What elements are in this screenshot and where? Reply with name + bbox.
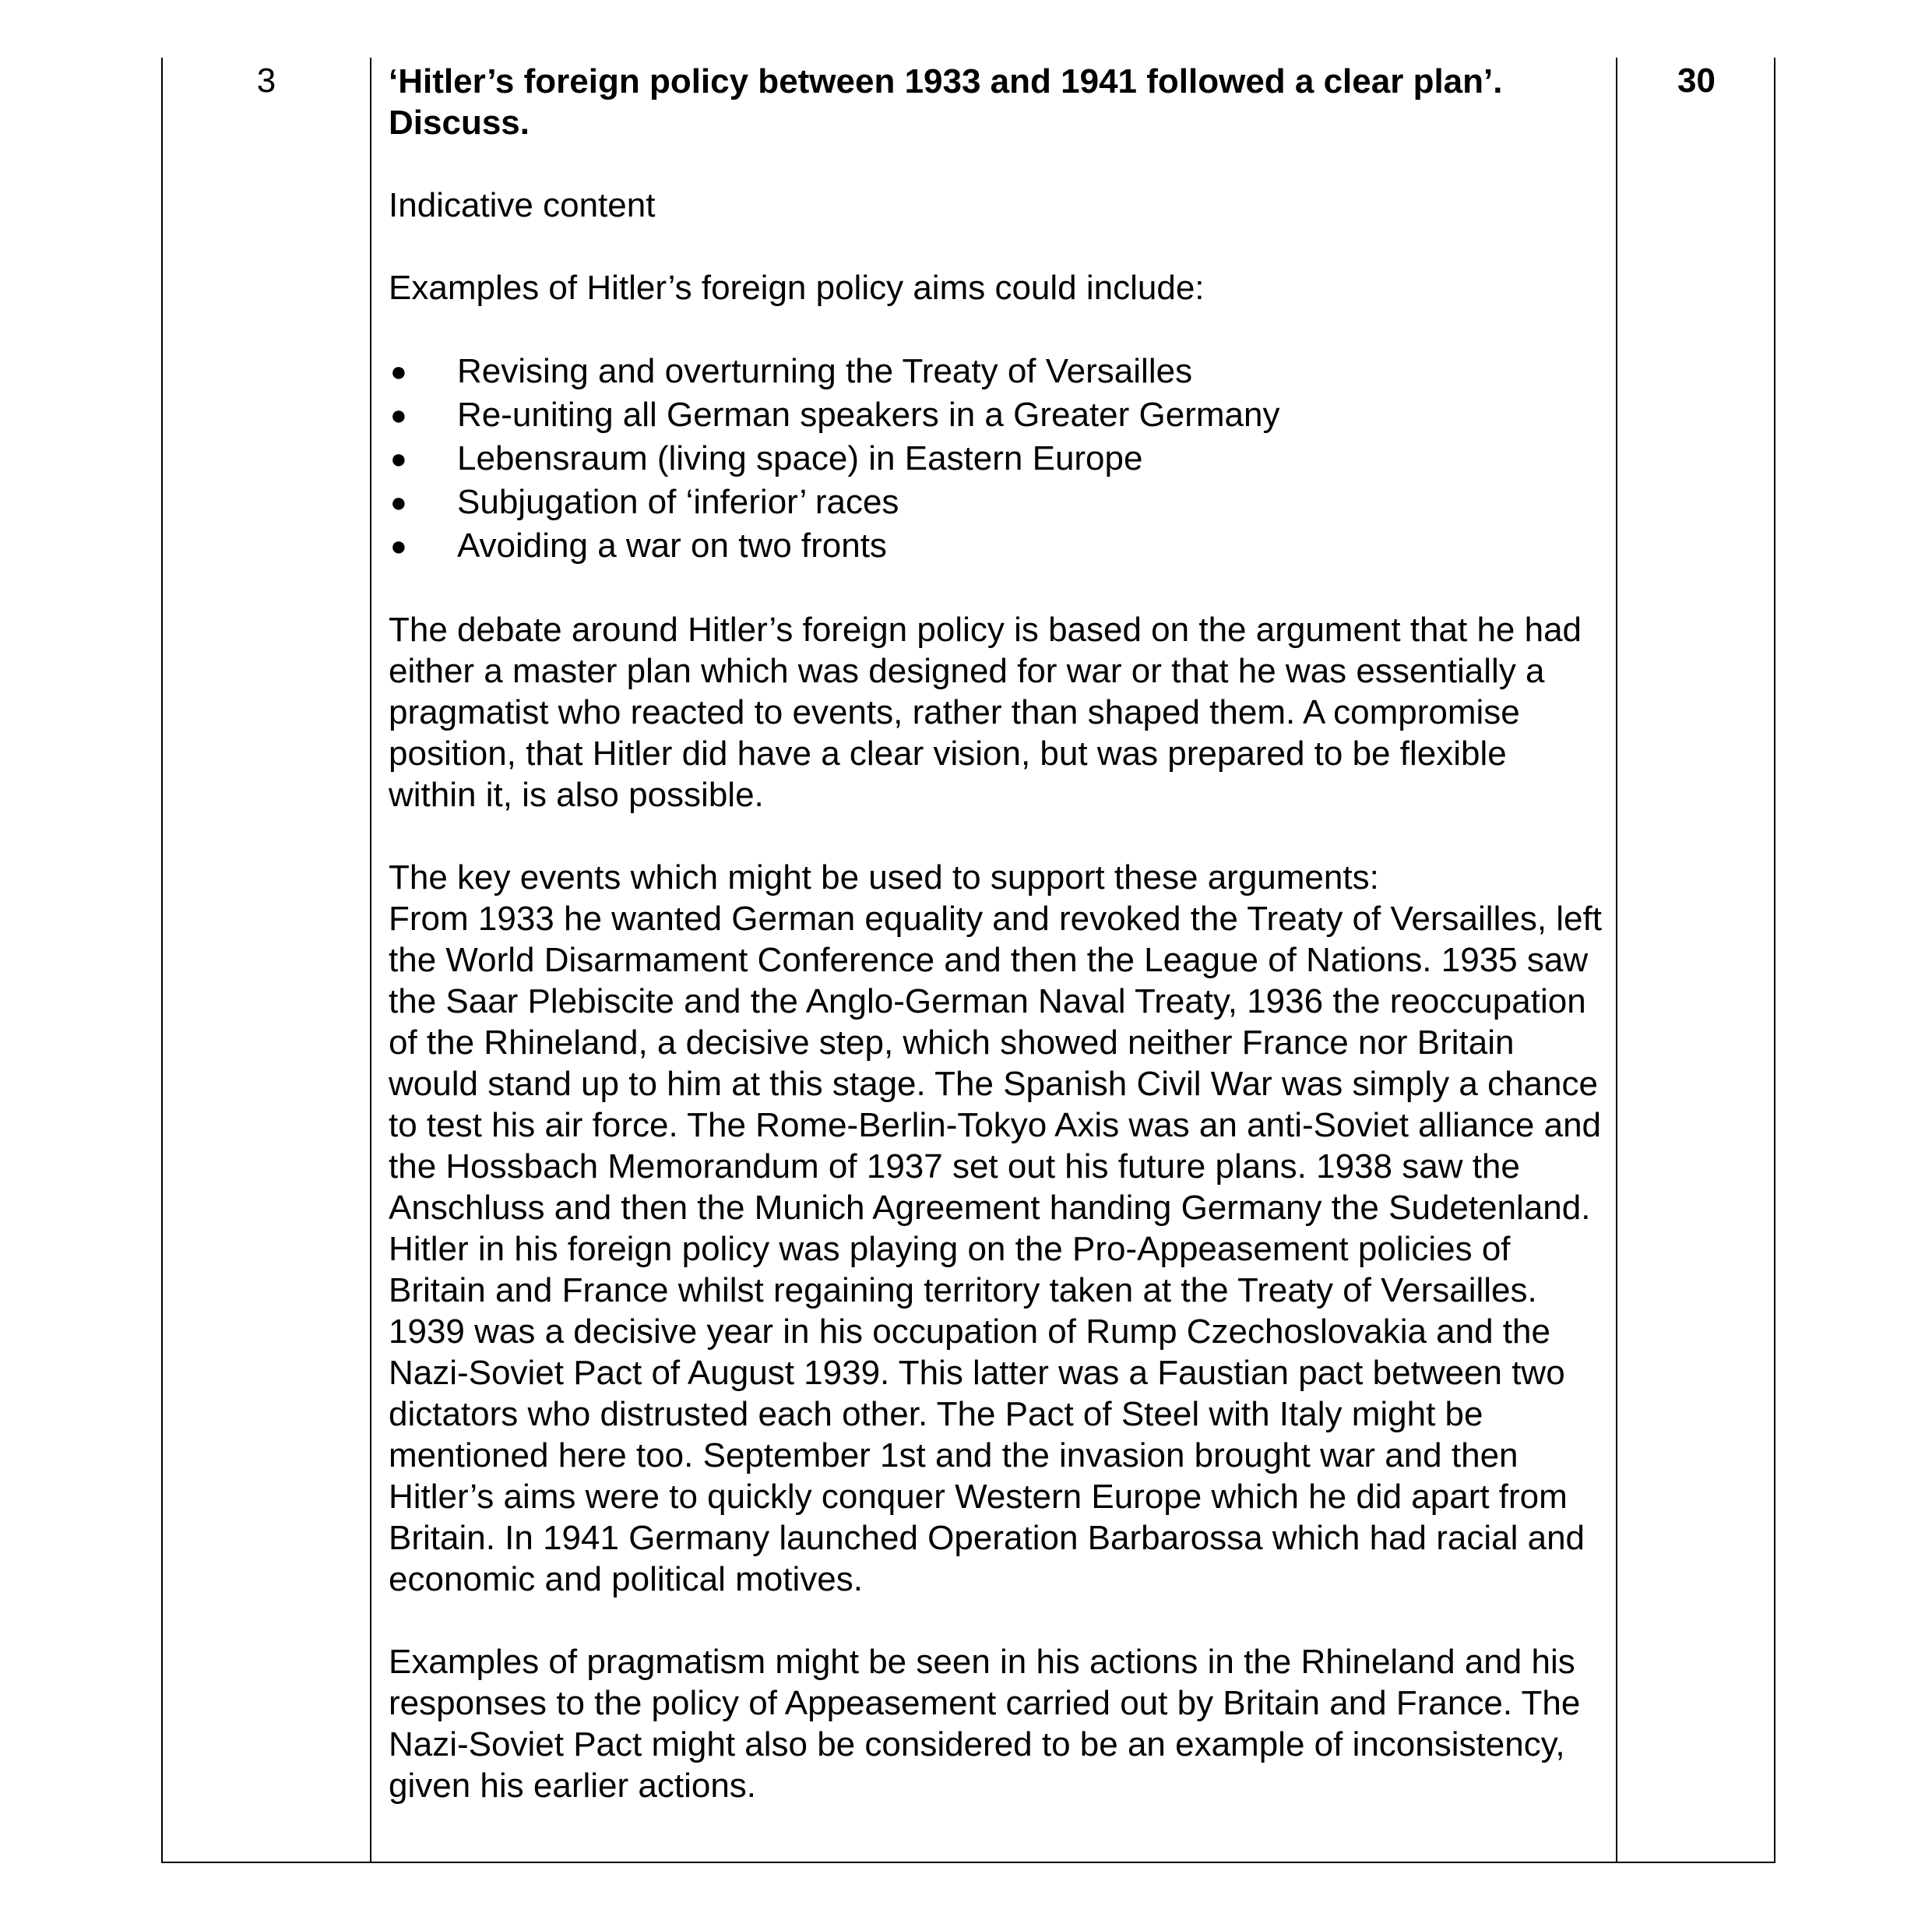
key-events-intro: The key events which might be used to support these arguments: <box>389 858 1379 897</box>
aims-intro: Examples of Hitler’s foreign policy aims could include: <box>389 269 1205 307</box>
marks-value: 30 <box>1677 62 1716 100</box>
question-title <box>389 61 1603 143</box>
indicative-content-heading: Indicative content <box>389 186 656 224</box>
key-events-text: From 1933 he wanted German equality and revoked the Treaty of Versailles, left the World Disarmament Conference and then the League of Nations. 1935 saw the Saar Plebiscite and the Anglo-German Naval Treaty, 1936 the reoccupation of the Rhineland, a decisive step, which showed neither France nor Britain would stand up to him at this stage. The Spanish Civil War was simply a chance to test his air force. The Rome-Berlin-Tokyo Axis was an anti-Soviet alliance and the Hossbach Memorandum of 1937 set out his future plans. 1938 saw the Anschluss and then the Munich Agreement handing Germany the Sudetenland. Hitler in his foreign policy was playing on the Pro-Appeasement policies of Britain and France whilst regaining territory taken at the Treaty of Versailles. 1939 was a decisive year in his occupation of Rump Czechoslovakia and the Nazi-Soviet Pact of August 1939. This latter was a Faustian pact between two dictators who distrusted each other. The Pact of Steel with Italy might be mentioned here too. September 1st and the invasion brought war and then Hitler’s aims were to quickly conquer Western Europe which he did apart from Britain. In 1941 Germany launched Operation Barbarossa which had racial and economic and political motives. <box>389 900 1602 1598</box>
aims-list <box>389 350 1603 568</box>
mark-scheme-table-row <box>161 58 1775 1863</box>
column-divider <box>370 58 371 1862</box>
bullet-icon: ● <box>390 530 407 562</box>
bullet-icon: ● <box>390 399 407 431</box>
bullet-icon: ● <box>390 442 407 474</box>
list-item: ● Lebensraum (living space) in Eastern Europe <box>389 437 1603 481</box>
debate-paragraph: The debate around Hitler’s foreign policy is based on the argument that he had either a master plan which was designed for war or that he was essentially a pragmatist who reacted to events, rather than shaped them. A compromise position, that Hitler did have a clear vision, but was prepared to be flexible within it, is also possible. <box>389 611 1582 814</box>
bullet-icon: ● <box>390 355 407 387</box>
column-divider <box>1616 58 1617 1862</box>
list-item: ● Subjugation of ‘inferior’ races <box>389 481 1603 524</box>
bullet-icon: ● <box>390 486 407 518</box>
question-title-line-1: ‘Hitler’s foreign policy between 1933 and 1941 followed a clear plan’. <box>389 62 1503 100</box>
list-item: ● Revising and overturning the Treaty of Versailles <box>389 350 1603 393</box>
list-item: ● Re-uniting all German speakers in a Greater Germany <box>389 393 1603 437</box>
key-events-paragraph <box>389 857 1603 1600</box>
list-item: ● Avoiding a war on two fronts <box>389 524 1603 568</box>
answer-guidance-cell <box>389 61 1603 1806</box>
pragmatism-paragraph: Examples of pragmatism might be seen in his actions in the Rhineland and his responses to the policy of Appeasement carried out by Britain and France. The Nazi-Soviet Pact might also be considered to be an example of inconsistency, given his earlier actions. <box>389 1643 1581 1805</box>
question-title-line-2: Discuss. <box>389 104 530 142</box>
question-number: 3 <box>256 62 276 100</box>
